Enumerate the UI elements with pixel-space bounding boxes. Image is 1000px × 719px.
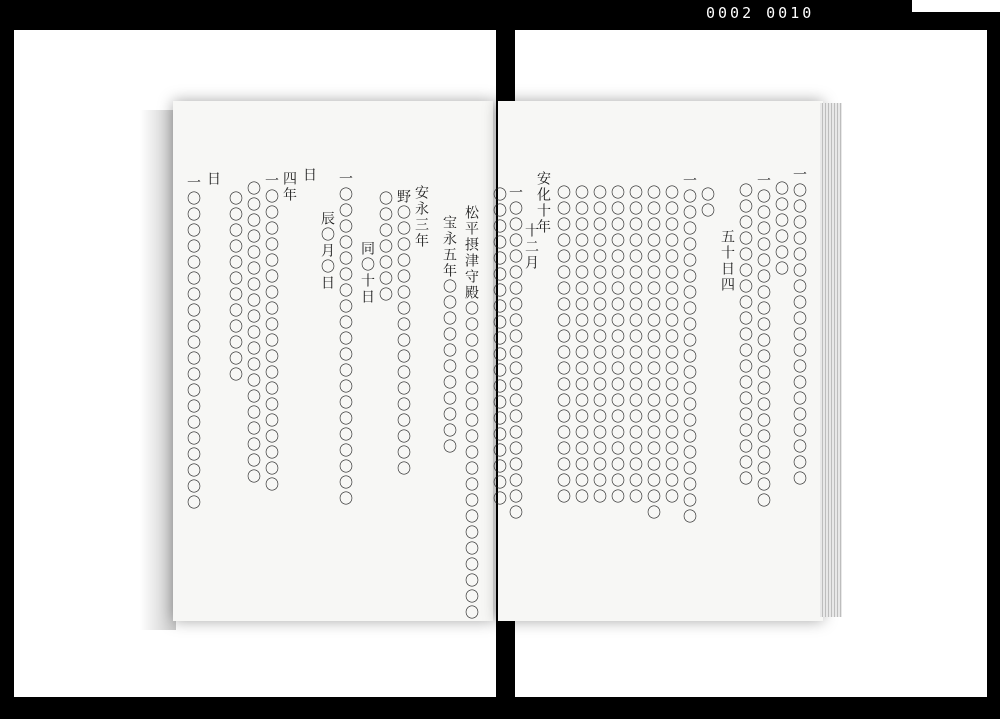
left-column-6: 同〇十日 (359, 241, 375, 305)
left-column-5: 〇〇〇〇〇〇〇 (377, 191, 393, 303)
page-shadow (140, 110, 176, 630)
left-column-13: 〇〇〇〇〇〇〇〇〇〇〇〇 (227, 191, 243, 383)
left-column-4: 野〇〇〇〇〇〇〇〇〇〇〇〇〇〇〇〇〇 (395, 189, 411, 477)
frame-number: 0002 0010 (706, 4, 815, 22)
right-column-3: 一〇〇〇〇〇〇〇〇〇〇〇〇〇〇〇〇〇〇〇〇 (755, 173, 771, 509)
right-column-9: 〇〇〇〇〇〇〇〇〇〇〇〇〇〇〇〇〇〇〇〇〇 (645, 185, 661, 521)
right-column-16: 十二月 (523, 223, 539, 271)
left-page (173, 101, 493, 621)
left-column-2: 宝永五年〇〇〇〇〇〇〇〇〇〇〇 (441, 215, 457, 455)
right-column-11: 〇〇〇〇〇〇〇〇〇〇〇〇〇〇〇〇〇〇〇〇 (609, 185, 625, 505)
right-column-7: 一〇〇〇〇〇〇〇〇〇〇〇〇〇〇〇〇〇〇〇〇〇 (681, 173, 697, 525)
page-stack-edge (820, 103, 842, 617)
right-column-8: 〇〇〇〇〇〇〇〇〇〇〇〇〇〇〇〇〇〇〇〇 (663, 185, 679, 505)
right-column-4: 〇〇〇〇〇〇〇〇〇〇〇〇〇〇〇〇〇〇〇 (737, 183, 753, 487)
left-column-9: 日 (301, 167, 317, 183)
right-column-2: 〇〇〇〇〇〇 (773, 181, 789, 277)
left-column-8: 辰〇月〇日 (319, 211, 335, 291)
right-column-18: 〇〇〇〇〇〇〇〇〇〇〇〇〇〇〇〇〇〇〇〇 (491, 187, 507, 507)
corner-mark (912, 0, 1000, 12)
right-column-17: 一〇〇〇〇〇〇〇〇〇〇〇〇〇〇〇〇〇〇〇〇 (507, 185, 523, 521)
right-page (491, 101, 823, 621)
right-column-1: 一〇〇〇〇〇〇〇〇〇〇〇〇〇〇〇〇〇〇〇 (791, 167, 807, 487)
left-column-14: 日 (205, 171, 221, 187)
left-column-1: 松平摂津守殿〇〇〇〇〇〇〇〇〇〇〇〇〇〇〇〇〇〇〇〇 (463, 205, 479, 621)
right-column-6: 〇〇 (699, 187, 715, 219)
right-column-12: 〇〇〇〇〇〇〇〇〇〇〇〇〇〇〇〇〇〇〇〇 (591, 185, 607, 505)
right-column-10: 〇〇〇〇〇〇〇〇〇〇〇〇〇〇〇〇〇〇〇〇 (627, 185, 643, 505)
left-column-7: 一〇〇〇〇〇〇〇〇〇〇〇〇〇〇〇〇〇〇〇〇 (337, 171, 353, 507)
left-column-12: 〇〇〇〇〇〇〇〇〇〇〇〇〇〇〇〇〇〇〇 (245, 181, 261, 485)
right-column-14: 〇〇〇〇〇〇〇〇〇〇〇〇〇〇〇〇〇〇〇〇 (555, 185, 571, 505)
right-column-5: 五十日四 (719, 229, 735, 293)
right-column-13: 〇〇〇〇〇〇〇〇〇〇〇〇〇〇〇〇〇〇〇〇 (573, 185, 589, 505)
left-column-15: 一〇〇〇〇〇〇〇〇〇〇〇〇〇〇〇〇〇〇〇〇 (185, 175, 201, 511)
left-column-11: 一〇〇〇〇〇〇〇〇〇〇〇〇〇〇〇〇〇〇〇 (263, 173, 279, 493)
right-column-15: 安化十年 (535, 171, 551, 235)
left-column-10: 四年 (281, 171, 297, 203)
left-column-3: 安永三年 (413, 185, 429, 249)
